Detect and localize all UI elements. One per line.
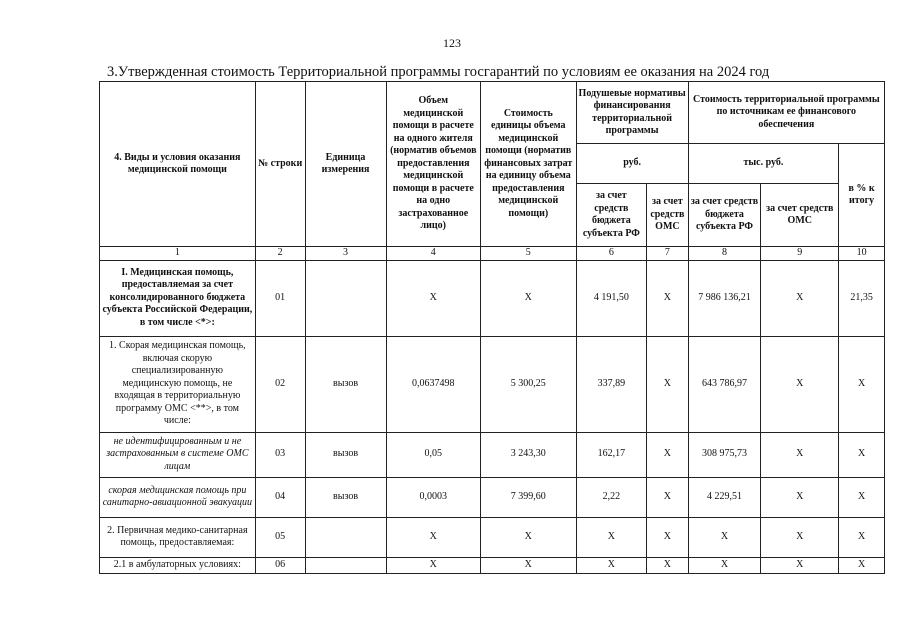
row-total-budget: X <box>688 557 761 573</box>
row-name: 1. Скорая медицинская помощь, включая скорую специализированную медицинскую помощь, не входящая в территориальную программу ОМС <**>, в том числе: <box>100 336 256 432</box>
row-total-budget: 7 986 136,21 <box>688 260 761 336</box>
row-percent: X <box>839 432 885 477</box>
document-heading: 3.Утвержденная стоимость Территориальной программы госгарантий по условиям ее оказания на 2024 год <box>107 64 770 80</box>
row-cost: X <box>481 260 577 336</box>
row-line: 06 <box>255 557 305 573</box>
header-rub: руб. <box>576 144 688 184</box>
row-volume: X <box>386 557 480 573</box>
row-cost: X <box>481 557 577 573</box>
col-number: 10 <box>839 247 885 261</box>
row-unit <box>305 517 386 557</box>
row-pc-oms: X <box>647 517 689 557</box>
header-kind: 4. Виды и условия оказания медицинской помощи <box>100 82 256 247</box>
row-cost: 5 300,25 <box>481 336 577 432</box>
row-name: не идентифицированным и не застрахованным в системе ОМС лицам <box>100 432 256 477</box>
row-total-budget: X <box>688 517 761 557</box>
row-total-budget: 308 975,73 <box>688 432 761 477</box>
row-cost: X <box>481 517 577 557</box>
header-per-capita-group: Подушевые нормативы финансирования территориальной программы <box>576 82 688 144</box>
col-number: 7 <box>647 247 689 261</box>
col-number: 4 <box>386 247 480 261</box>
header-thousand-rub: тыс. руб. <box>688 144 839 184</box>
row-unit: вызов <box>305 477 386 517</box>
header-pc-oms: за счет средств ОМС <box>647 184 689 247</box>
row-total-budget: 643 786,97 <box>688 336 761 432</box>
header-pc-budget: за счет средств бюджета субъекта РФ <box>576 184 647 247</box>
row-total-oms: X <box>761 432 839 477</box>
row-cost: 7 399,60 <box>481 477 577 517</box>
row-line: 05 <box>255 517 305 557</box>
column-numbers-row <box>100 247 885 261</box>
header-total-group: Стоимость территориальной программы по источникам ее финансового обеспечения <box>688 82 884 144</box>
row-volume: X <box>386 517 480 557</box>
table-row <box>100 260 885 336</box>
row-total-budget: 4 229,51 <box>688 477 761 517</box>
row-unit <box>305 557 386 573</box>
row-unit <box>305 260 386 336</box>
row-name: 2. Первичная медико-санитарная помощь, предоставляемая: <box>100 517 256 557</box>
header-percent: в % к итогу <box>839 144 885 247</box>
row-pc-oms: X <box>647 336 689 432</box>
row-total-oms: X <box>761 260 839 336</box>
row-pc-oms: X <box>647 477 689 517</box>
row-line: 01 <box>255 260 305 336</box>
row-name: 2.1 в амбулаторных условиях: <box>100 557 256 573</box>
row-line: 02 <box>255 336 305 432</box>
page-number: 123 <box>443 36 461 50</box>
row-percent: X <box>839 336 885 432</box>
col-number: 6 <box>576 247 647 261</box>
row-cost: 3 243,30 <box>481 432 577 477</box>
table-row <box>100 336 885 432</box>
col-number: 2 <box>255 247 305 261</box>
row-line: 03 <box>255 432 305 477</box>
row-pc-oms: X <box>647 557 689 573</box>
row-unit: вызов <box>305 336 386 432</box>
row-pc-oms: X <box>647 432 689 477</box>
row-volume: 0,05 <box>386 432 480 477</box>
table-row <box>100 432 885 477</box>
row-line: 04 <box>255 477 305 517</box>
row-total-oms: X <box>761 517 839 557</box>
table-row <box>100 557 885 573</box>
header-line-number: № строки <box>255 82 305 247</box>
header-unit-cost: Стоимость единицы объема медицинской помощи (норматив финансовых затрат на единицу объема предоставления медицинской помощи) <box>481 82 577 247</box>
row-percent: 21,35 <box>839 260 885 336</box>
header-total-budget: за счет средств бюджета субъекта РФ <box>688 184 761 247</box>
row-percent: X <box>839 477 885 517</box>
cost-table <box>99 81 885 574</box>
row-pc-budget: X <box>576 517 647 557</box>
row-pc-budget: X <box>576 557 647 573</box>
col-number: 1 <box>100 247 256 261</box>
row-total-oms: X <box>761 477 839 517</box>
row-pc-budget: 4 191,50 <box>576 260 647 336</box>
col-number: 5 <box>481 247 577 261</box>
col-number: 8 <box>688 247 761 261</box>
row-total-oms: X <box>761 557 839 573</box>
table-row <box>100 477 885 517</box>
row-pc-oms: X <box>647 260 689 336</box>
row-name: I. Медицинская помощь, предоставляемая за счет консолидированного бюджета субъекта Российской Федерации, в том числе <*>: <box>100 260 256 336</box>
row-volume: X <box>386 260 480 336</box>
row-percent: X <box>839 557 885 573</box>
row-percent: X <box>839 517 885 557</box>
header-unit: Единица измерения <box>305 82 386 247</box>
header-volume: Объем медицинской помощи в расчете на одного жителя (норматив объемов предоставления медицинской помощи в расчете на одно застрахованное лицо) <box>386 82 480 247</box>
row-pc-budget: 162,17 <box>576 432 647 477</box>
row-pc-budget: 2,22 <box>576 477 647 517</box>
row-volume: 0,0637498 <box>386 336 480 432</box>
row-name: скорая медицинская помощь при санитарно-авиационной эвакуации <box>100 477 256 517</box>
row-volume: 0,0003 <box>386 477 480 517</box>
col-number: 3 <box>305 247 386 261</box>
row-total-oms: X <box>761 336 839 432</box>
row-unit: вызов <box>305 432 386 477</box>
row-pc-budget: 337,89 <box>576 336 647 432</box>
header-total-oms: за счет средств ОМС <box>761 184 839 247</box>
col-number: 9 <box>761 247 839 261</box>
table-row <box>100 517 885 557</box>
